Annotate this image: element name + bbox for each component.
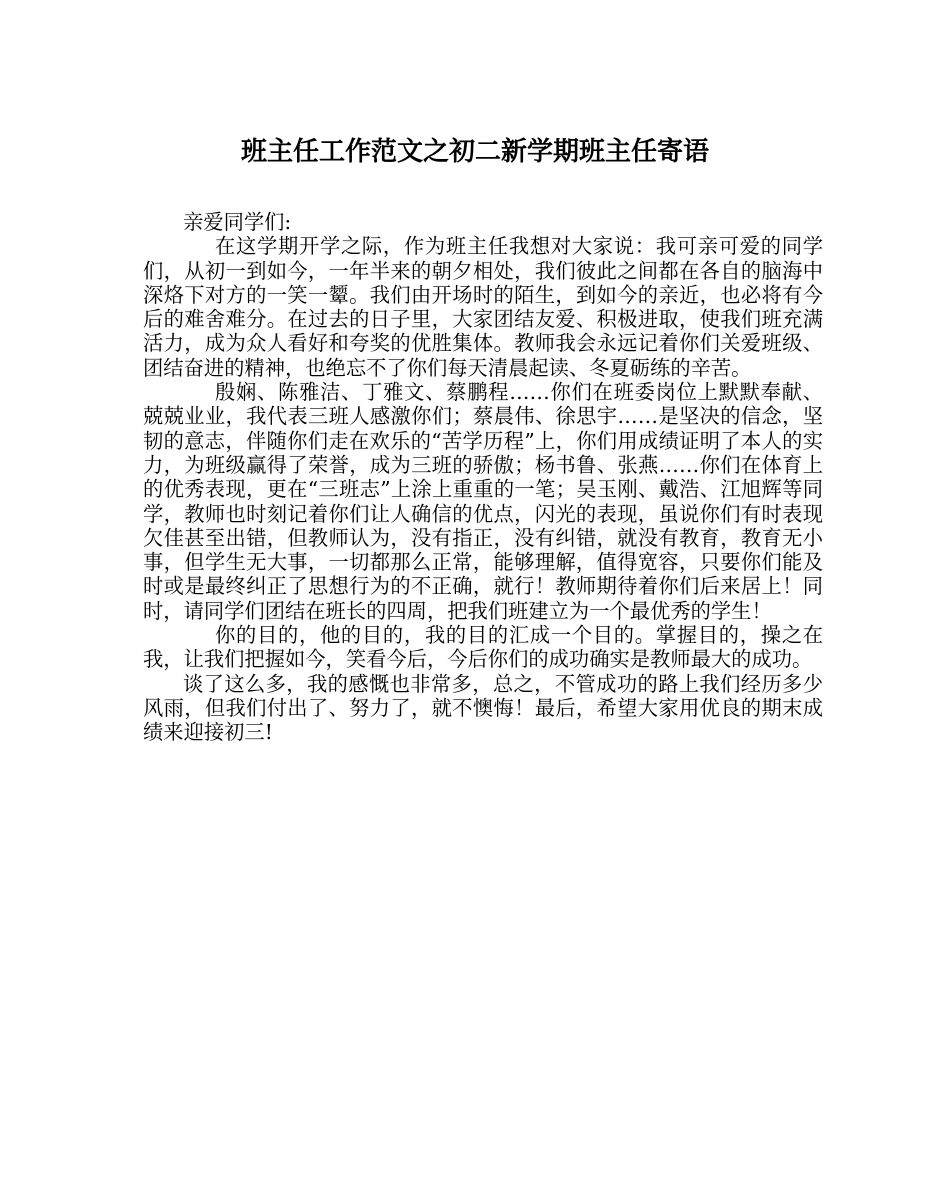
paragraph-goal: 你的目的，他的目的，我的目的汇成一个目的。掌握目的，操之在我，让我们把握如今，笑看今后，今后你们的成功确实是教师最大的成功。 xyxy=(143,623,823,672)
document-title: 班主任工作范文之初二新学期班主任寄语 xyxy=(240,137,709,167)
paragraph-closing: 谈了这么多，我的感慨也非常多，总之，不管成功的路上我们经历多少风雨，但我们付出了、努力了，就不懊悔！最后，希望大家用优良的期末成绩来迎接初三! xyxy=(143,671,823,745)
paragraph-opening: 在这学期开学之际，作为班主任我想对大家说：我可亲可爱的同学们，从初一到如今，一年半来的朝夕相处，我们彼此之间都在各自的脑海中深烙下对方的一笑一颦。我们由开场时的陌生，到如今的亲近，也必将有今后的难舍难分。在过去的日子里，大家团结友爱、积极进取，使我们班充满活力，成为众人看好和夸奖的优胜集体。教师我会永远记着你们关爱班级、团结奋进的精神，也绝忘不了你们每天清晨起读、冬夏砺练的辛苦。 xyxy=(143,234,823,380)
document-body xyxy=(143,210,823,745)
paragraph-students: 殷娴、陈雅洁、丁雅文、蔡鹏程……你们在班委岗位上默默奉献、兢兢业业，我代表三班人感激你们；蔡晨伟、徐思宇……是坚决的信念，坚韧的意志，伴随你们走在欢乐的“苦学历程”上，你们用成绩证明了本人的实力，为班级赢得了荣誉，成为三班的骄傲；杨书鲁、张燕……你们在体育上的优秀表现，更在“三班志”上涂上重重的一笔；吴玉刚、戴浩、江旭辉等同学，教师也时刻记着你们让人确信的优点，闪光的表现，虽说你们有时表现欠佳甚至出错，但教师认为，没有指正，没有纠错，就没有教育，教育无小事，但学生无大事，一切都那么正常，能够理解，值得宽容，只要你们能及时或是最终纠正了思想行为的不正确，就行！教师期待着你们后来居上！同时，请同学们团结在班长的四周，把我们班建立为一个最优秀的学生！ xyxy=(143,380,823,623)
salutation: 亲爱同学们: xyxy=(183,210,292,234)
